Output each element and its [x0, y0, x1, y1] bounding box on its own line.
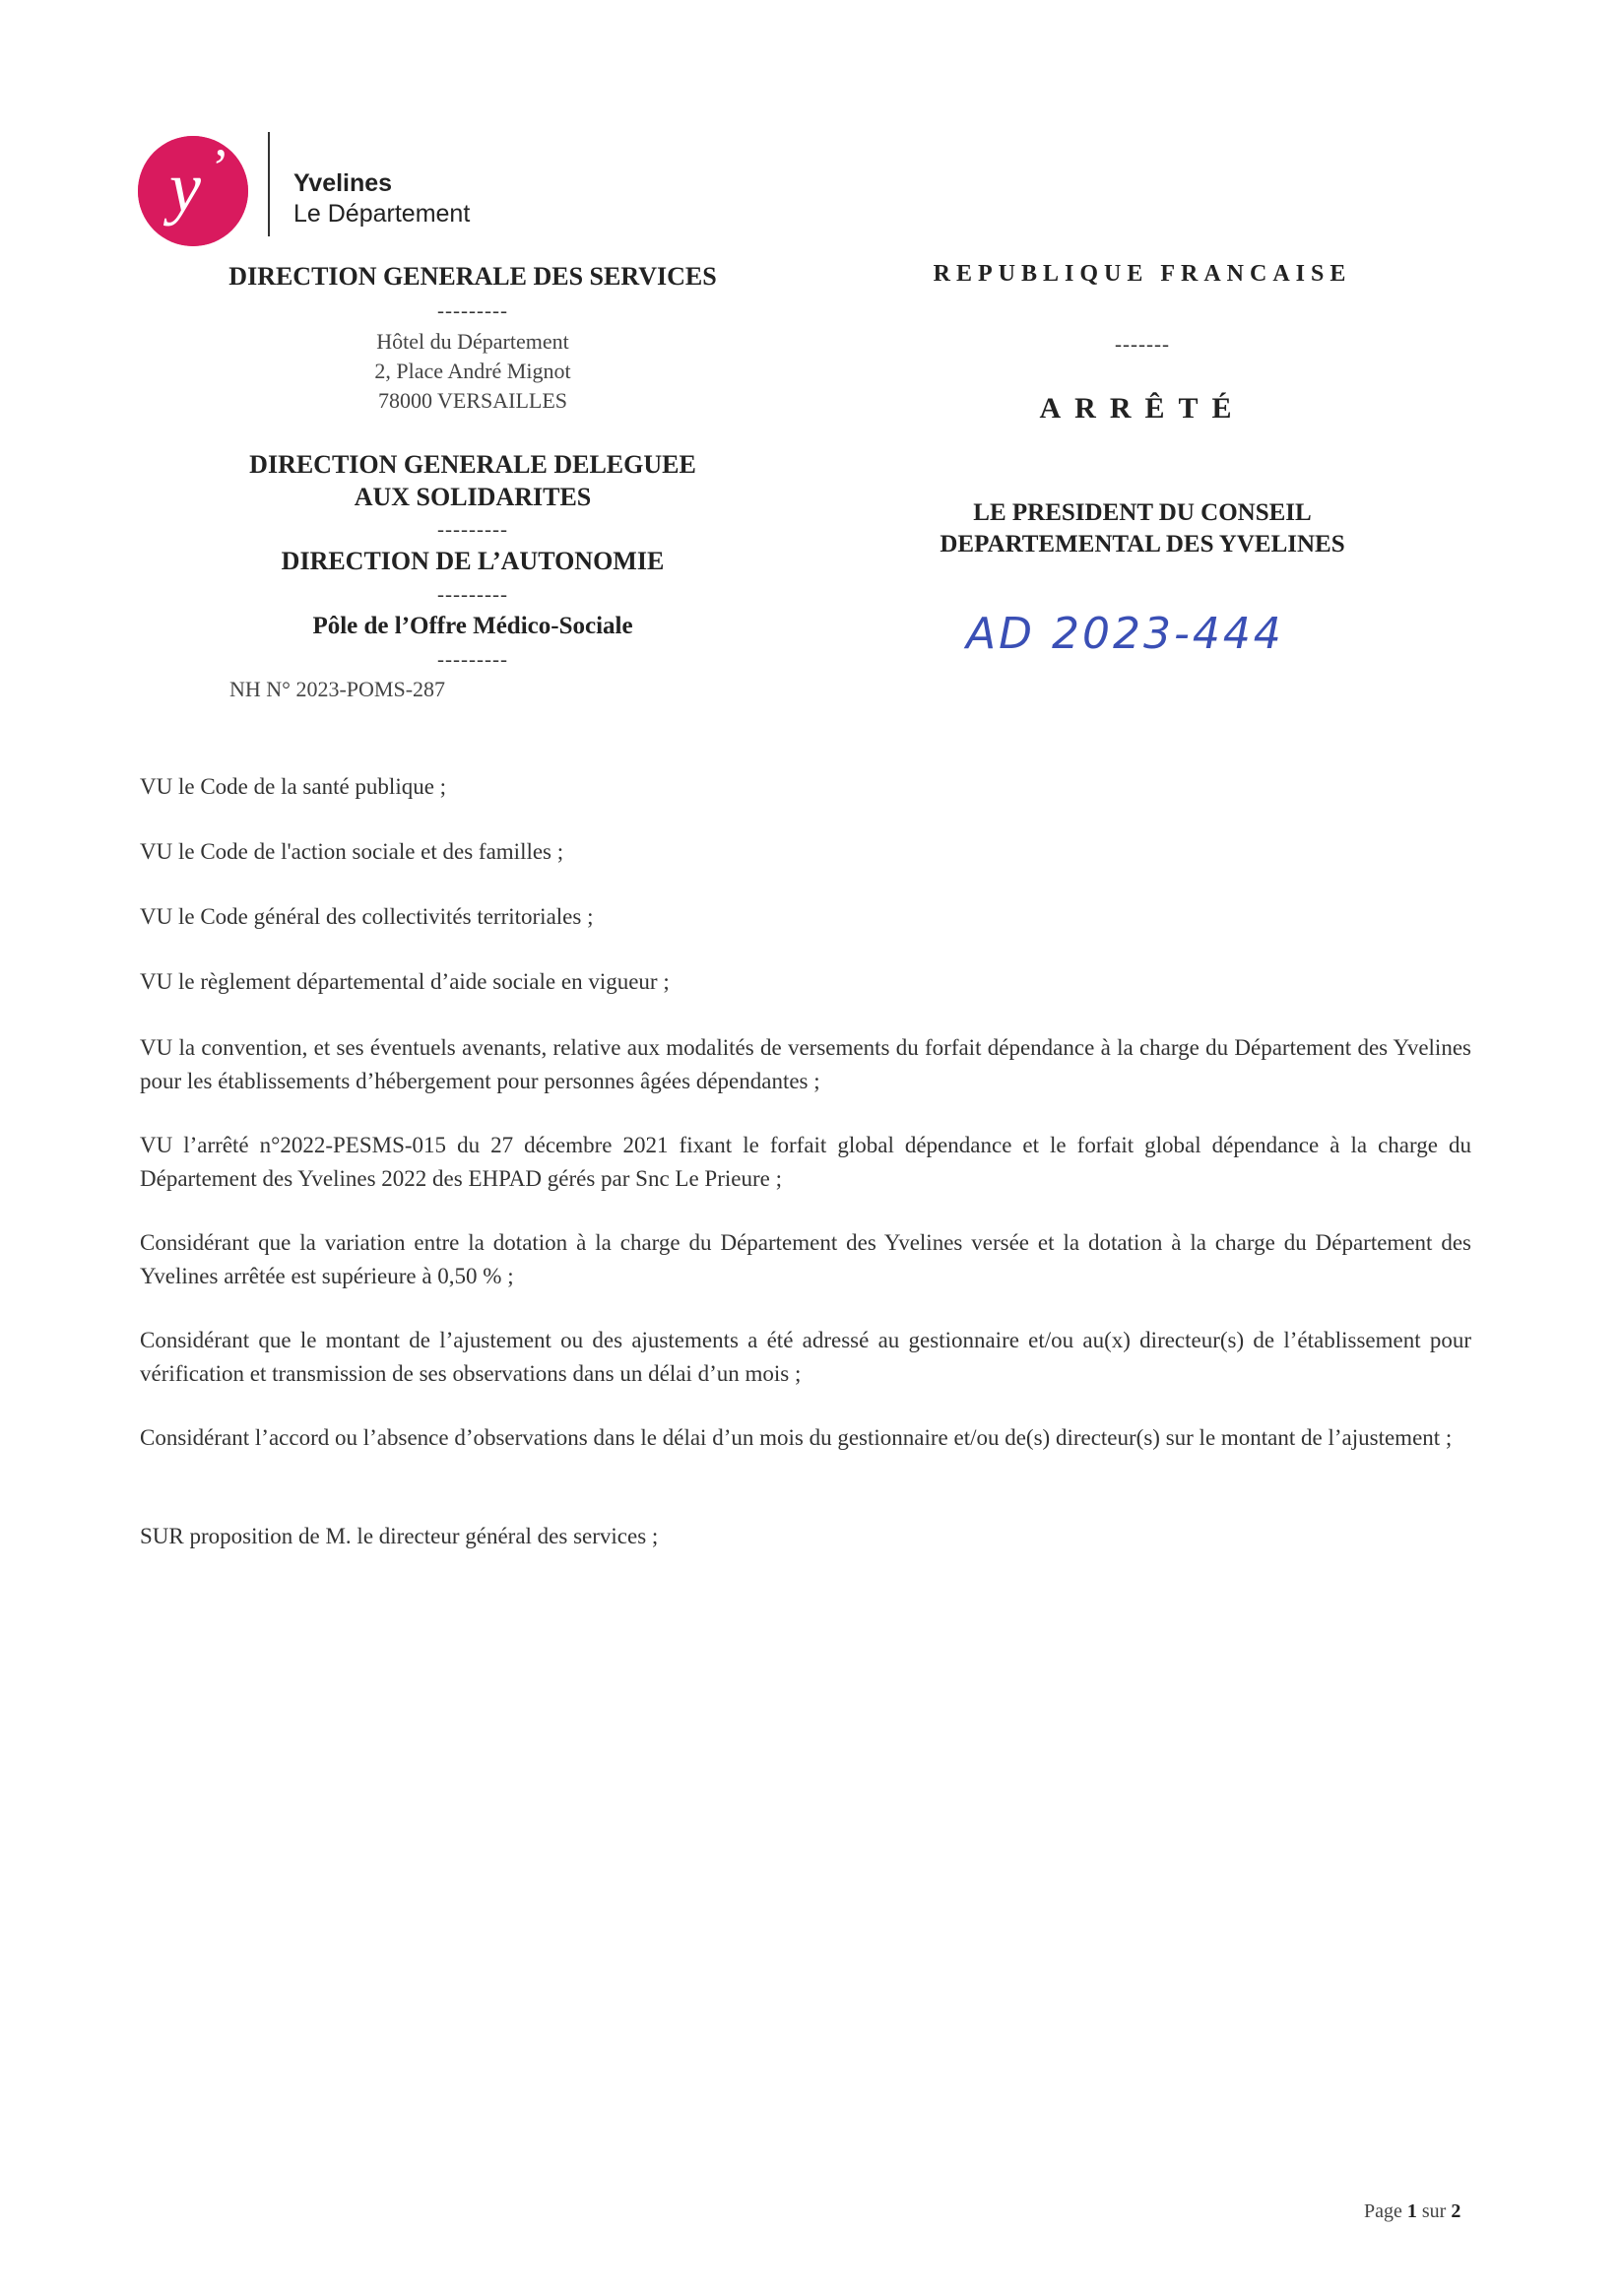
separator: --------- [437, 647, 508, 671]
handwritten-decision-number [960, 597, 1354, 666]
president-line-1: LE PRESIDENT DU CONSEIL [973, 499, 1312, 526]
pole-heading: Pôle de l’Offre Médico-Sociale [312, 613, 633, 639]
autonomie-heading: DIRECTION DE L’AUTONOMIE [281, 547, 665, 575]
address-line-1: Hôtel du Département [376, 329, 569, 354]
paragraph-vu-reglement: VU le règlement départemental d’aide sociale en vigueur ; [140, 969, 670, 994]
separator: --------- [437, 582, 508, 606]
paragraph-vu-sante-publique: VU le Code de la santé publique ; [140, 774, 447, 799]
address-line-2: 2, Place André Mignot [374, 359, 571, 383]
total-pages: 2 [1451, 2200, 1461, 2222]
page-label: Page [1364, 2200, 1402, 2222]
republique-heading: REPUBLIQUE FRANCAISE [933, 261, 1352, 287]
svg-text:y: y [169, 148, 201, 227]
paragraph-vu-convention: VU la convention, et ses éventuels avenants, relative aux modalités de versements du forfait dépendance à la charge du Département des Yvelines pour les établissements d’hébergement pour personnes âgées dépendantes ; [140, 1035, 1471, 1093]
paragraph-vu-collectivites: VU le Code général des collectivités territoriales ; [140, 904, 594, 929]
reference-number: NH N° 2023-POMS-287 [229, 677, 446, 701]
logo-subtitle: Le Département [293, 200, 471, 228]
separator: --------- [437, 517, 508, 541]
separator: ------- [1115, 332, 1170, 356]
logo-name: Yvelines [293, 169, 393, 197]
logo-divider [268, 132, 270, 236]
svg-text:AD 2023-444: AD 2023-444 [966, 609, 1284, 659]
address-line-3: 78000 VERSAILLES [377, 388, 568, 413]
page-of-label: sur [1421, 2200, 1447, 2222]
paragraph-considerant-ajustement: Considérant que le montant de l’ajustement ou des ajustements a été adressé au gestionnaire et/ou au(x) directeur(s) de l’établissement pour vérification et transmission de ses observations dans un délai d’un mois ; [140, 1328, 1471, 1386]
separator: --------- [437, 298, 508, 322]
paragraph-sur-proposition: SUR proposition de M. le directeur général des services ; [140, 1524, 659, 1548]
arrete-title: ARRÊTÉ [1039, 392, 1246, 425]
current-page: 1 [1406, 2200, 1417, 2222]
paragraph-considerant-accord: Considérant l’accord ou l’absence d’observations dans le délai d’un mois du gestionnaire et/ou de(s) directeur(s) sur le montant de l’ajustement ; [140, 1425, 1453, 1450]
paragraph-vu-action-sociale: VU le Code de l'action sociale et des familles ; [140, 839, 564, 864]
dgd-heading-line-2: AUX SOLIDARITES [354, 483, 592, 511]
dgd-heading-line-1: DIRECTION GENERALE DELEGUEE [249, 450, 696, 479]
dgs-heading: DIRECTION GENERALE DES SERVICES [228, 262, 717, 291]
president-line-2: DEPARTEMENTAL DES YVELINES [940, 531, 1345, 558]
yvelines-logo-mark [138, 136, 248, 246]
svg-text:’: ’ [212, 138, 229, 197]
paragraph-considerant-variation: Considérant que la variation entre la dotation à la charge du Département des Yvelines versée et la dotation à la charge du Département des Yvelines arrêtée est supérieure à 0,50 % ; [140, 1230, 1471, 1288]
yvelines-logo-icon [138, 136, 248, 246]
paragraph-vu-arrete: VU l’arrêté n°2022-PESMS-015 du 27 décembre 2021 fixant le forfait global dépendance et le forfait global dépendance à la charge du Département des Yvelines 2022 des EHPAD gérés par Snc Le Prieure ; [140, 1133, 1471, 1191]
page-number [1364, 2200, 1460, 2223]
